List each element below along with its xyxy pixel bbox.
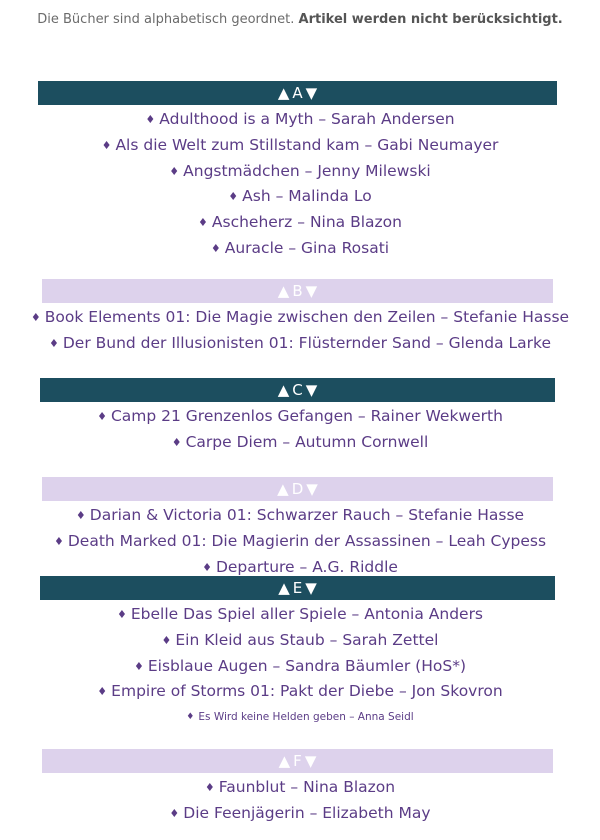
title-author-separator: – — [324, 630, 343, 649]
section-f — [0, 749, 600, 827]
book-author: Stefanie Hasse — [453, 308, 570, 326]
diamond-bullet-icon: ♦ — [169, 164, 180, 178]
book-link[interactable] — [0, 331, 600, 357]
book-title: Ein Kleid aus Staub — [175, 630, 325, 649]
diamond-bullet-icon: ♦ — [145, 113, 156, 126]
diamond-bullet-icon: ♦ — [97, 685, 108, 699]
book-title: Als die Welt zum Stillstand kam — [115, 135, 360, 154]
diamond-bullet-icon: ♦ — [30, 311, 41, 324]
book-author: Leah Cypess — [448, 531, 547, 550]
book-author: Rainer Wekwerth — [370, 407, 503, 425]
book-author: Elizabeth May — [322, 803, 431, 822]
book-title: Faunblut — [218, 778, 286, 796]
book-author: Gabi Neumayer — [377, 135, 499, 154]
title-author-separator: – — [285, 778, 304, 796]
diamond-bullet-icon: ♦ — [161, 633, 172, 647]
book-title: Departure — [215, 557, 295, 576]
section-header-e — [40, 576, 555, 600]
title-author-separator: – — [394, 682, 412, 701]
book-title: Eisblaue Augen — [147, 656, 268, 675]
title-author-separator: – — [353, 407, 371, 425]
title-author-separator: – — [430, 531, 449, 550]
diamond-bullet-icon: ♦ — [97, 410, 107, 423]
book-link[interactable] — [0, 529, 600, 555]
scroll-up-arrow-icon[interactable]: ▲ — [277, 480, 289, 498]
diamond-bullet-icon: ♦ — [202, 560, 212, 574]
book-title: Ascheherz — [211, 213, 293, 232]
section-header-a — [38, 81, 557, 105]
title-author-separator: – — [267, 656, 286, 675]
book-author: Antonia Anders — [364, 605, 484, 623]
book-title: Empire of Storms 01: Pakt der Diebe — [111, 682, 395, 701]
title-author-separator: – — [292, 213, 310, 232]
scroll-down-arrow-icon[interactable]: ▼ — [305, 579, 317, 597]
book-title: Carpe Diem — [185, 432, 278, 451]
title-author-separator: – — [283, 238, 302, 257]
book-list — [0, 503, 600, 580]
diamond-bullet-icon: ♦ — [53, 534, 64, 548]
book-link[interactable] — [0, 184, 600, 210]
book-title: Adulthood is a Myth — [159, 110, 314, 128]
title-author-separator: – — [294, 557, 313, 576]
book-title: Darian & Victoria 01: Schwarzer Rauch — [89, 506, 391, 524]
title-author-separator: – — [313, 110, 332, 128]
book-link[interactable] — [0, 654, 600, 680]
diamond-bullet-icon: ♦ — [169, 806, 180, 820]
book-list — [0, 107, 600, 262]
book-author: Glenda Larke — [448, 333, 552, 352]
book-author: Jenny Milewski — [317, 161, 431, 180]
book-link[interactable] — [0, 133, 600, 159]
book-link[interactable] — [0, 705, 600, 729]
section-header-d — [42, 477, 553, 501]
diamond-bullet-icon: ♦ — [186, 712, 195, 723]
scroll-down-arrow-icon[interactable]: ▼ — [305, 381, 318, 399]
book-title: Death Marked 01: Die Magierin der Assassinen — [67, 531, 431, 550]
diamond-bullet-icon: ♦ — [75, 509, 86, 522]
book-list — [0, 404, 600, 456]
intro-text — [0, 12, 600, 27]
section-b — [0, 279, 600, 357]
title-author-separator: – — [430, 333, 449, 352]
diamond-bullet-icon: ♦ — [204, 781, 215, 794]
scroll-up-arrow-icon[interactable]: ▲ — [278, 579, 290, 597]
scroll-up-arrow-icon[interactable]: ▲ — [277, 381, 290, 399]
section-header-c — [40, 378, 555, 402]
book-link[interactable] — [0, 503, 600, 529]
diamond-bullet-icon: ♦ — [198, 216, 208, 230]
title-author-separator: – — [277, 432, 296, 451]
book-title: Camp 21 Grenzenlos Gefangen — [110, 407, 353, 425]
section-letter: A — [292, 84, 303, 102]
book-author: Autumn Cornwell — [295, 432, 429, 451]
book-link[interactable] — [0, 236, 600, 262]
scroll-up-arrow-icon[interactable]: ▲ — [278, 752, 291, 770]
section-letter: E — [292, 579, 303, 597]
book-link[interactable] — [0, 430, 600, 456]
section-letter: B — [292, 282, 303, 300]
section-letter: C — [292, 381, 303, 399]
book-author: Sarah Andersen — [331, 110, 455, 128]
book-link[interactable] — [0, 210, 600, 236]
book-author: Sarah Zettel — [342, 630, 439, 649]
book-link[interactable] — [0, 602, 600, 628]
book-title: Angstmädchen — [183, 161, 300, 180]
book-link[interactable] — [0, 404, 600, 430]
title-author-separator: – — [304, 803, 323, 822]
title-author-separator: – — [345, 711, 358, 724]
book-author: Nina Blazon — [309, 213, 402, 232]
book-list — [0, 305, 600, 357]
book-title: Ebelle Das Spiel aller Spiele — [130, 605, 347, 623]
intro-sentence: Die Bücher sind alphabetisch geordnet. — [37, 12, 299, 27]
book-link[interactable] — [0, 159, 600, 185]
intro-bold-note: Artikel werden nicht berücksichtigt. — [298, 12, 563, 27]
book-link[interactable] — [0, 628, 600, 654]
section-a — [0, 81, 600, 262]
book-title: Auracle — [224, 238, 284, 257]
book-link[interactable] — [0, 801, 600, 827]
diamond-bullet-icon: ♦ — [171, 435, 182, 449]
scroll-down-arrow-icon[interactable]: ▼ — [306, 480, 318, 498]
book-title: Die Feenjägerin — [183, 803, 305, 822]
book-author: Gina Rosati — [301, 238, 390, 257]
book-list — [0, 775, 600, 827]
scroll-down-arrow-icon[interactable]: ▼ — [305, 282, 318, 300]
section-header-f — [42, 749, 553, 773]
diamond-bullet-icon: ♦ — [228, 190, 239, 204]
scroll-down-arrow-icon[interactable]: ▼ — [304, 752, 317, 770]
book-link[interactable] — [0, 305, 600, 331]
book-author: Stefanie Hasse — [408, 506, 525, 524]
scroll-down-arrow-icon[interactable]: ▼ — [305, 84, 318, 102]
title-author-separator: – — [346, 605, 365, 623]
diamond-bullet-icon: ♦ — [116, 608, 127, 621]
book-author: A.G. Riddle — [312, 557, 398, 576]
diamond-bullet-icon: ♦ — [133, 659, 144, 673]
title-author-separator: – — [359, 135, 378, 154]
scroll-up-arrow-icon[interactable]: ▲ — [277, 282, 290, 300]
book-title: Book Elements 01: Die Magie zwischen den Zeilen — [44, 308, 436, 326]
book-author: Anna Seidl — [357, 711, 414, 724]
section-letter: D — [291, 480, 304, 498]
book-title: Es Wird keine Helden geben — [198, 711, 346, 724]
title-author-separator: – — [299, 161, 318, 180]
section-e — [0, 576, 600, 729]
section-d — [0, 477, 600, 580]
book-list — [0, 602, 600, 729]
section-header-b — [42, 279, 553, 303]
diamond-bullet-icon: ♦ — [210, 241, 221, 255]
section-letter: F — [293, 752, 302, 770]
title-author-separator: – — [270, 187, 289, 206]
book-author: Malinda Lo — [288, 187, 372, 206]
book-link[interactable] — [0, 775, 600, 801]
book-title: Ash — [242, 187, 271, 206]
section-c — [0, 378, 600, 456]
diamond-bullet-icon: ♦ — [48, 336, 59, 350]
book-author: Jon Skovron — [411, 682, 503, 701]
title-author-separator: – — [390, 506, 409, 524]
title-author-separator: – — [435, 308, 454, 326]
book-title: Der Bund der Illusionisten 01: Flüsternder Sand — [62, 333, 431, 352]
book-link[interactable] — [0, 107, 600, 133]
scroll-up-arrow-icon[interactable]: ▲ — [277, 84, 290, 102]
book-author: Nina Blazon — [303, 778, 396, 796]
diamond-bullet-icon: ♦ — [101, 138, 112, 152]
book-author: Sandra Bäumler (HoS*) — [285, 656, 467, 675]
book-link[interactable] — [0, 679, 600, 705]
